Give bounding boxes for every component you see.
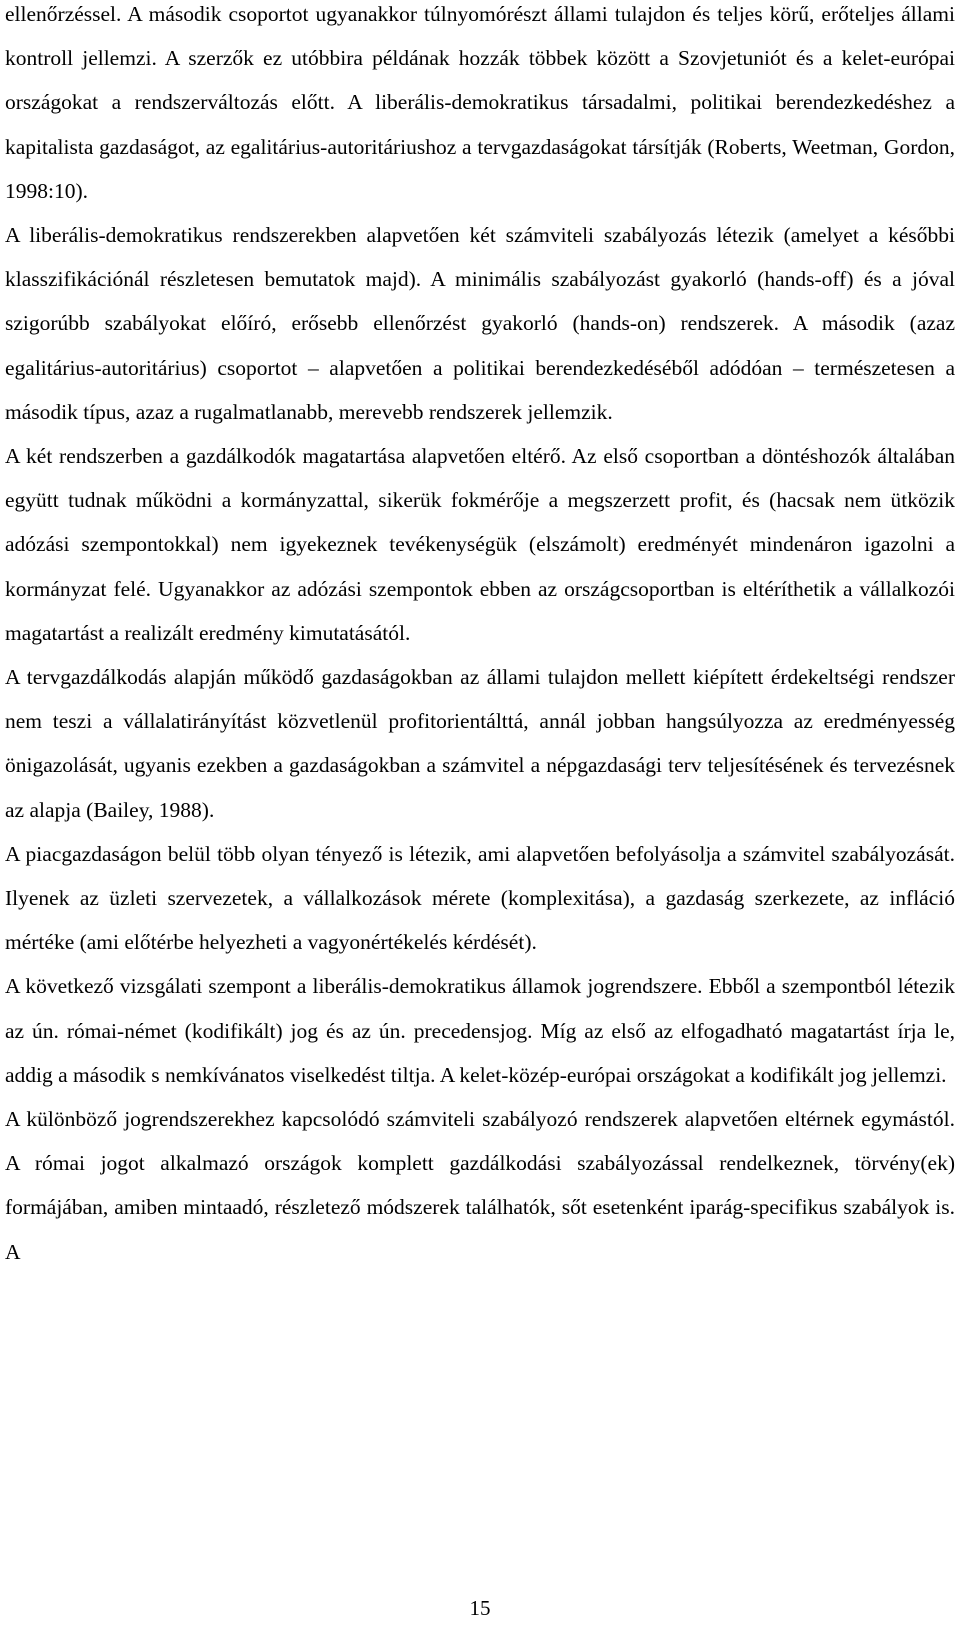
paragraph-5: A piacgazdaságon belül több olyan tényező is létezik, ami alapvetően befolyásolja a számvitel szabályozását. Ilyenek az üzleti szervezetek, a vállalkozások mérete (komplexitása), a gazdaság szerkezete, az infláció mértéke (ami előtérbe helyezheti a vagyonértékelés kérdését).	[5, 841, 955, 955]
paragraph-3: A két rendszerben a gazdálkodók magatartása alapvetően eltérő. Az első csoportban a döntéshozók általában együtt tudnak működni a kormányzattal, sikerük fokmérője a megszerzett profit, és (hacsak nem ütközik adózási szempontokkal) nem igyekeznek tevékenységük (elszámolt) eredményét mindenáron igazolni a kormányzat felé. Ugyanakkor az adózási szempontok ebben az országcsoportban is eltéríthetik a vállalkozói magatartást a realizált eredmény kimutatásától.	[5, 444, 955, 645]
paragraph-1: ellenőrzéssel. A második csoportot ugyanakkor túlnyomórészt állami tulajdon és teljes körű, erőteljes állami kontroll jellemzi. A szerzők ez utóbbira példának hozzák többek között a Szovjetuniót és a kelet-európai országokat a rendszerváltozás előtt. A liberális-demokratikus társadalmi, politikai berendezkedéshez a kapitalista gazdaságot, az egalitárius-autoritáriushoz a tervgazdaságokat társítják (Roberts, Weetman, Gordon, 1998:10).	[5, 2, 955, 203]
paragraph-6: A következő vizsgálati szempont a liberális-demokratikus államok jogrendszere. Ebből a szempontból létezik az ún. római-német (kodifikált) jog és az ún. precedensjog. Míg az első az elfogadható magatartást írja le, addig a második s nemkívánatos viselkedést tiltja. A kelet-közép-európai országokat a kodifikált jog jellemzi.	[5, 974, 955, 1087]
paragraph-2: A liberális-demokratikus rendszerekben alapvetően két számviteli szabályozás létezik (amelyet a későbbi klasszifikációnál részletesen bemutatok majd). A minimális szabályozást gyakorló (hands-off) és a jóval szigorúbb szabályokat előíró, erősebb ellenőrzést gyakorló (hands-on) rendszerek. A második (azaz egalitárius-autoritárius) csoportot – alapvetően a politikai berendezkedéséből adódóan – természetesen a második típus, azaz a rugalmatlanabb, merevebb rendszerek jellemzik.	[5, 223, 955, 424]
paragraph-4: A tervgazdálkodás alapján működő gazdaságokban az állami tulajdon mellett kiépített érdekeltségi rendszer nem teszi a vállalatirányítást közvetlenül profitorientálttá, annál jobban hangsúlyozza az eredményesség önigazolását, ugyanis ezekben a gazdaságokban a számvitel a népgazdasági terv teljesítésének és tervezésnek az alapja (Bailey, 1988).	[5, 665, 955, 822]
paragraph-7: A különböző jogrendszerekhez kapcsolódó számviteli szabályozó rendszerek alapvetően eltérnek egymástól. A római jogot alkalmazó országok komplett gazdálkodási szabályozással rendelkeznek, törvény(ek) formájában, amiben mintaadó, részletező módszerek találhatók, sőt esetenként iparág-specifikus szabályok is. A	[5, 1107, 955, 1264]
body-text	[5, 0, 955, 1274]
document-page	[5, 0, 955, 1640]
page-number: 15	[469, 1596, 491, 1620]
